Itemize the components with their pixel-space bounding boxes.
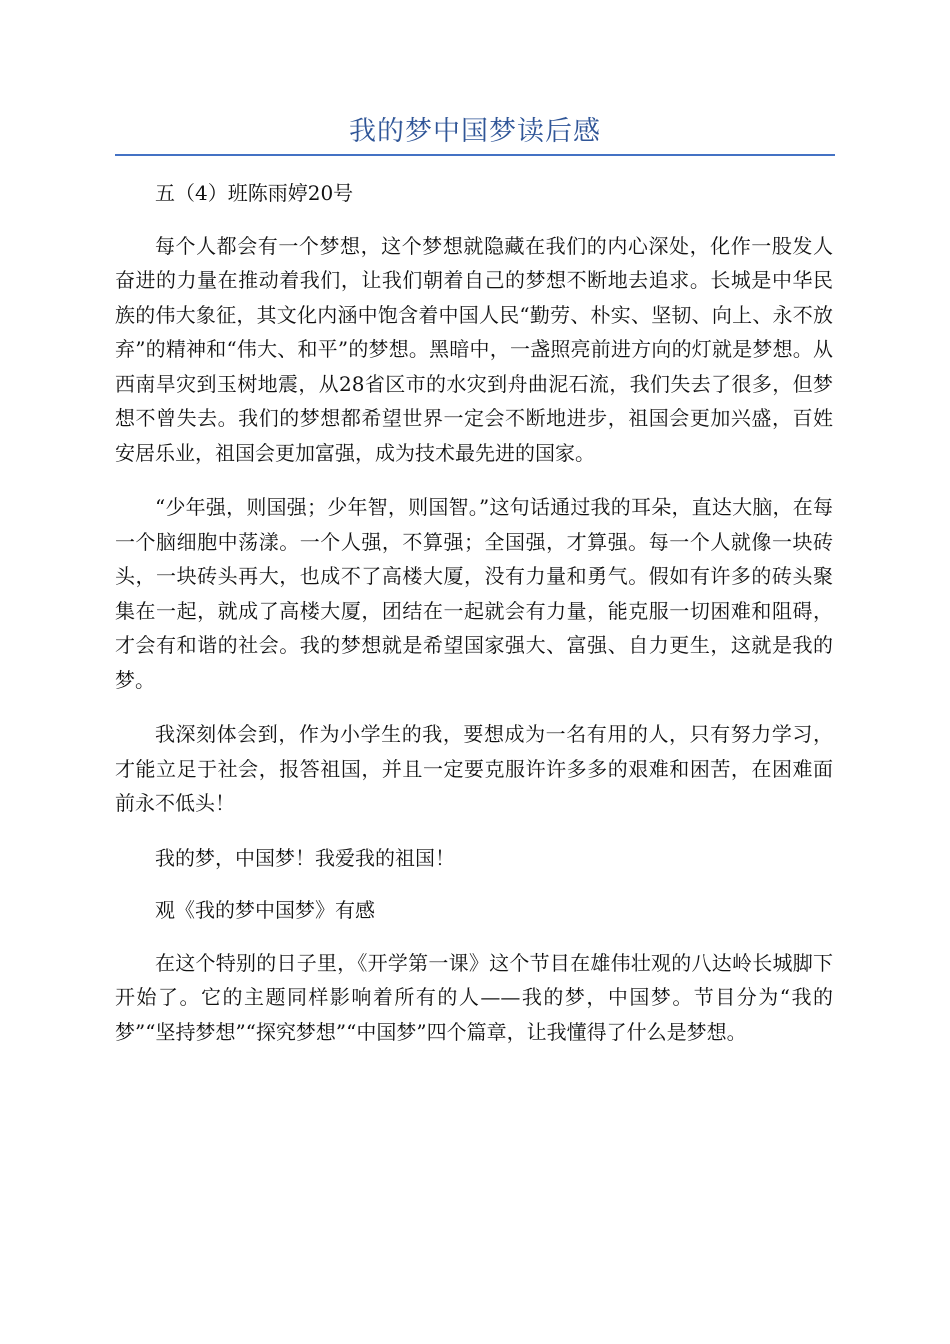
paragraph-3: 我深刻体会到，作为小学生的我，要想成为一名有用的人，只有努力学习，才能立足于社会，报答祖国，并且一定要克服许许多多的艰难和困苦，在困难面前永不低头！ [115,722,833,815]
document-title: 我的梦中国梦读后感 [349,116,601,147]
paragraph-4: 我的梦，中国梦！我爱我的祖国！ [155,845,455,870]
document-body [115,176,833,1069]
paragraph-1: 每个人都会有一个梦想，这个梦想就隐藏在我们的内心深处，化作一股发人奋进的力量在推动着我们，让我们朝着自己的梦想不断地去追求。长城是中华民族的伟大象征，其文化内涵中饱含着中国人民“勤劳、朴实、坚韧、向上、永不放弃”的精神和“伟大、和平”的梦想。黑暗中，一盏照亮前进方向的灯就是梦想。从西南旱灾到玉树地震，从28省区市的水灾到舟曲泥石流，我们失去了很多，但梦想不曾失去。我们的梦想都希望世界一定会不断地进步，祖国会更加兴盛，百姓安居乐业，祖国会更加富强，成为技术最先进的国家。 [115,233,833,465]
paragraph-2: “少年强，则国强；少年智，则国智。”这句话通过我的耳朵，直达大脑，在每一个脑细胞中荡漾。一个人强，不算强；全国强，才算强。每一个人就像一块砖头，一块砖头再大，也成不了高楼大厦，没有力量和勇气。假如有许多的砖头聚集在一起，就成了高楼大厦，团结在一起就会有力量，能克服一切困难和阻碍，才会有和谐的社会。我的梦想就是希望国家强大、富强、自力更生，这就是我的梦。 [115,495,833,692]
section-heading: 观《我的梦中国梦》有感 [155,898,375,922]
author-line: 五（4）班陈雨婷20号 [155,181,354,205]
paragraph-5: 在这个特别的日子里，《开学第一课》这个节目在雄伟壮观的八达岭长城脚下开始了。它的主题同样影响着所有的人——我的梦，中国梦。节目分为“我的梦”“坚持梦想”“探究梦想”“中国梦”四个篇章，让我懂得了什么是梦想。 [115,950,833,1044]
title-underline [115,154,835,156]
